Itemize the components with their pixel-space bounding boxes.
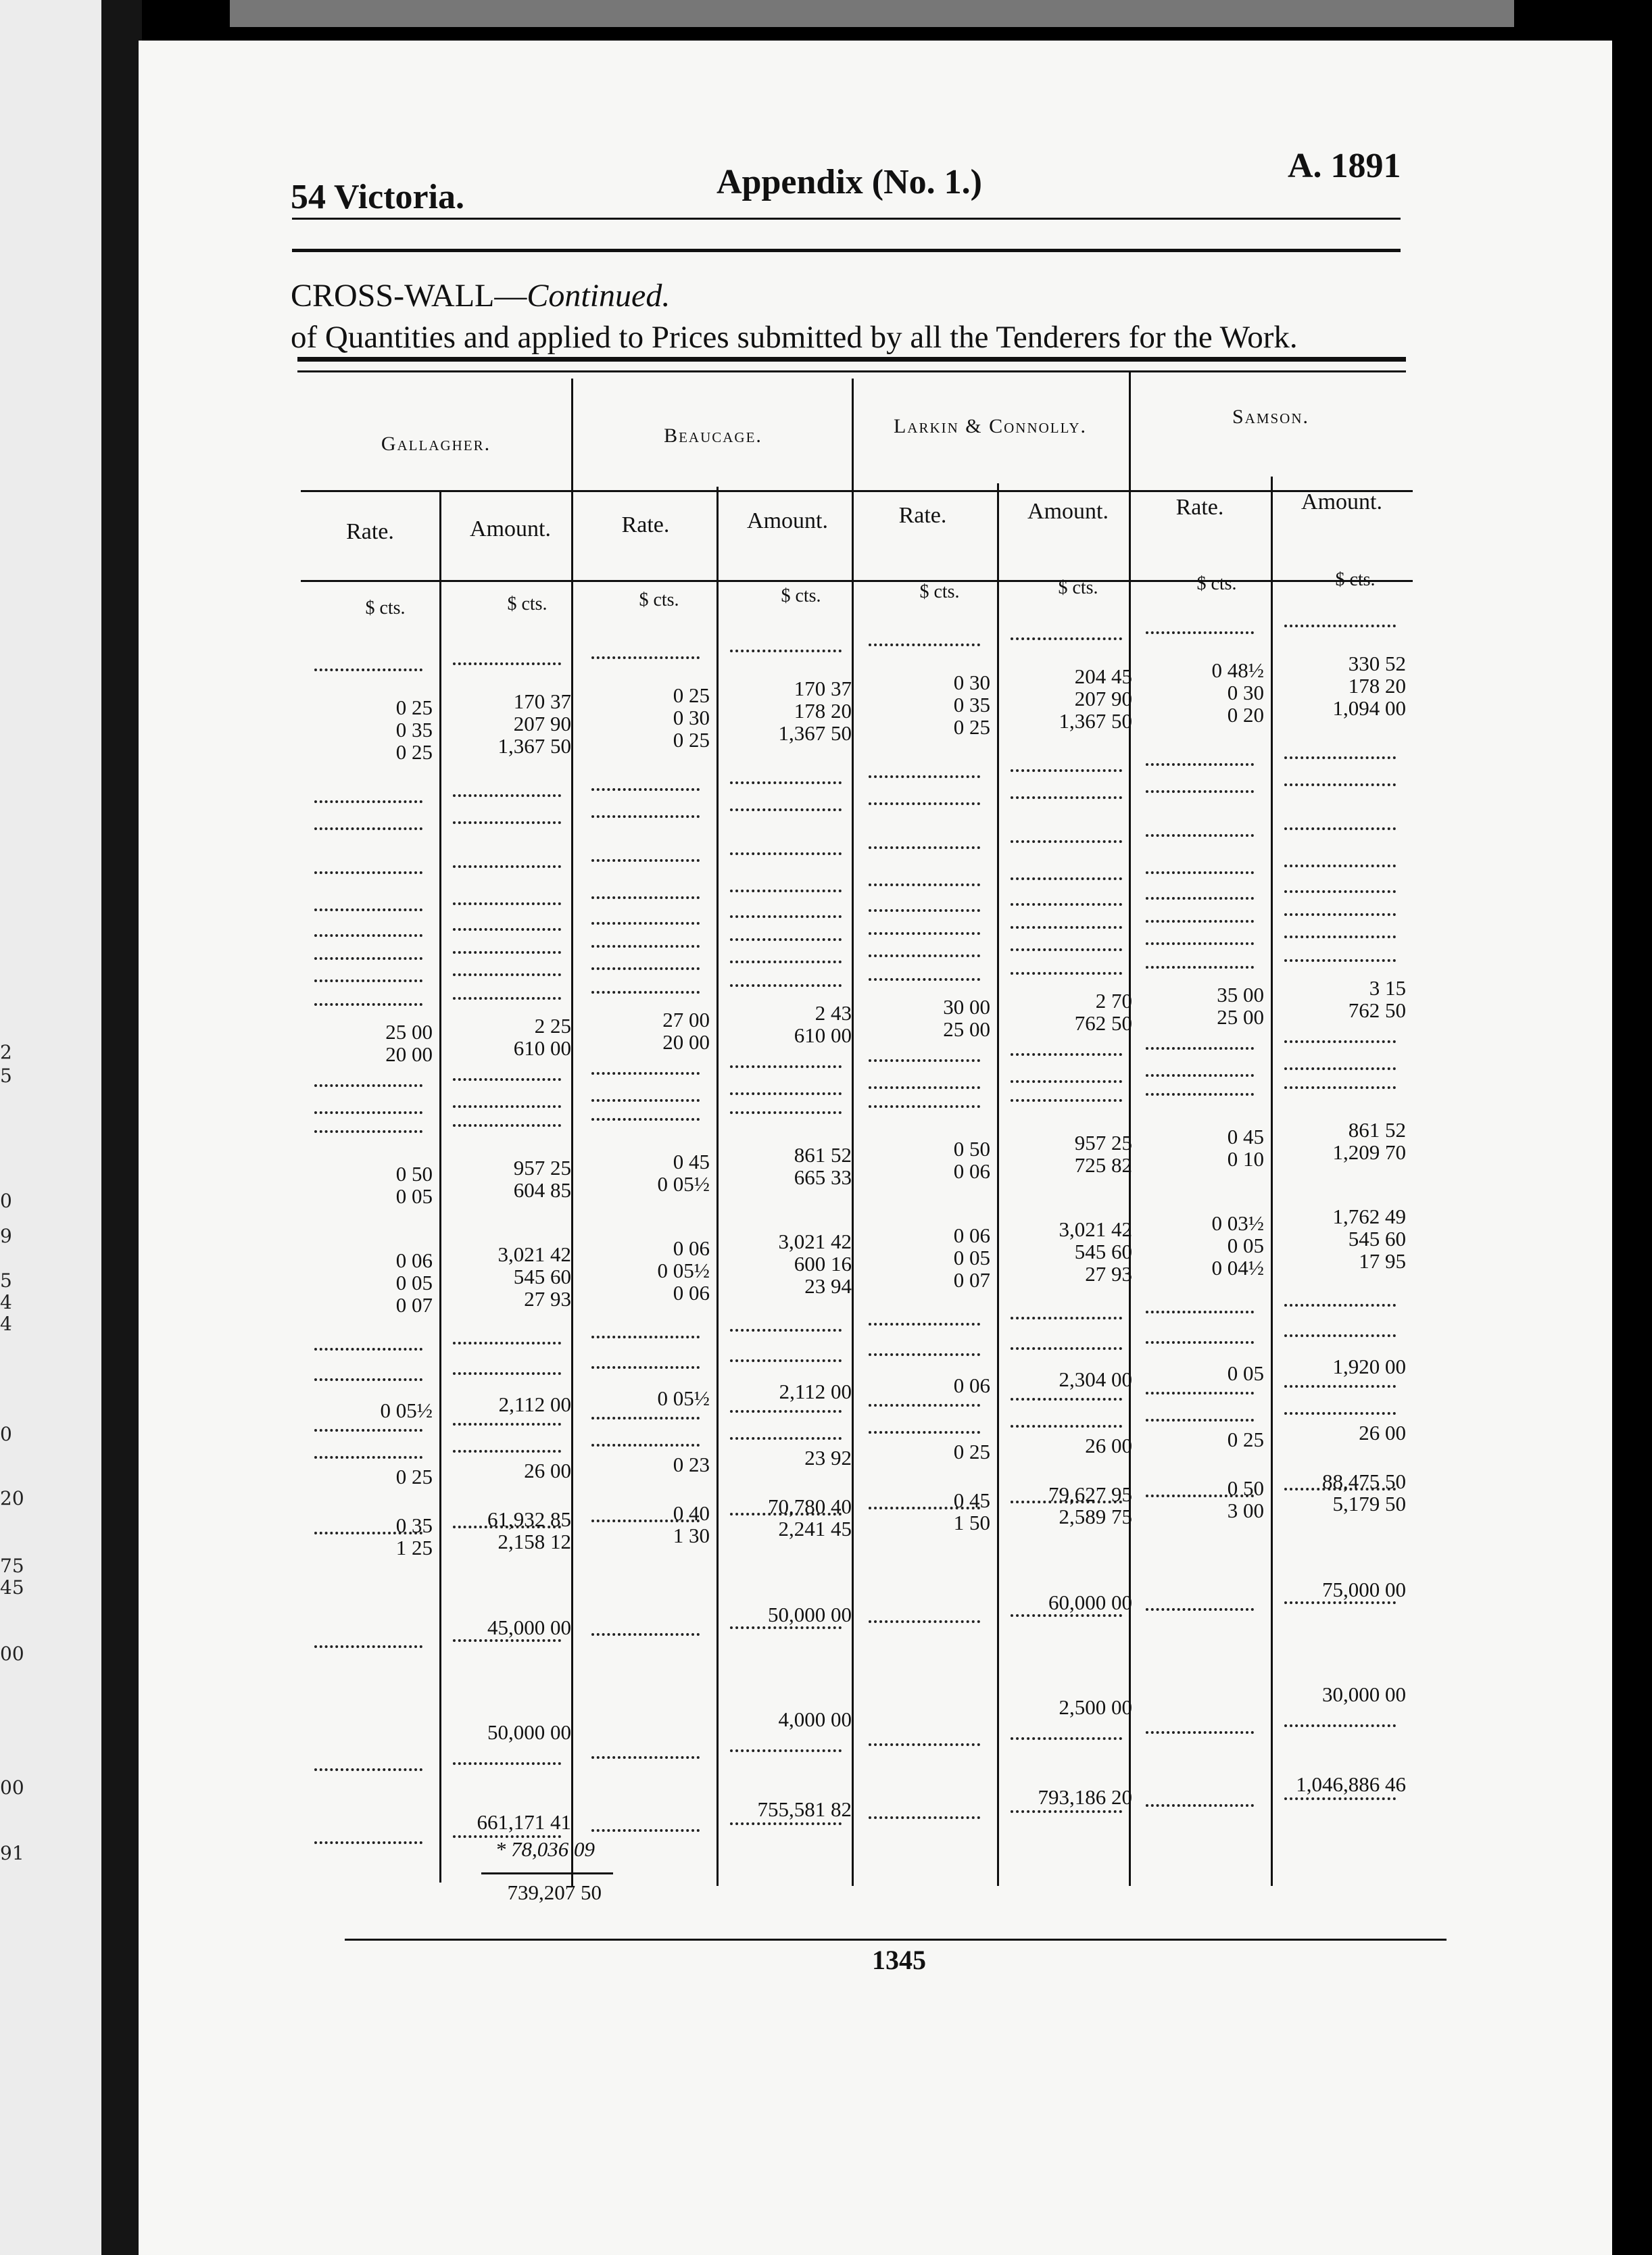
- table-cell: 0 40 1 30: [673, 1501, 710, 1547]
- dot-leader: [591, 1826, 700, 1832]
- table-cell: 755,581 82: [757, 1797, 852, 1822]
- dot-leader: [730, 1109, 842, 1114]
- dot-leader: [1011, 1344, 1122, 1350]
- dot-leader: [453, 1102, 561, 1108]
- dot-leader: [869, 1618, 980, 1623]
- dot-leader: [591, 1333, 700, 1338]
- dot-leader: [453, 948, 561, 954]
- dot-leader: [453, 994, 561, 1000]
- margin-fragment: 5: [0, 1269, 12, 1292]
- dot-leader: [314, 869, 422, 874]
- table-cell: 27 00 20 00: [662, 1007, 710, 1054]
- table-cell: 2,500 00: [1059, 1695, 1132, 1719]
- table-cell: 0 45 0 10: [1227, 1124, 1264, 1171]
- gallagher-total: 739,207 50: [507, 1881, 602, 1904]
- dot-leader: [1011, 946, 1122, 951]
- dot-leader: [1011, 1735, 1122, 1740]
- table-cell: 26 00: [1359, 1421, 1406, 1445]
- column-rule: [1271, 477, 1273, 1886]
- table-cell: 0 05½: [380, 1399, 433, 1422]
- page-edge: [1612, 0, 1652, 2255]
- unit-label: $ cts.: [507, 593, 548, 614]
- dot-leader: [591, 1414, 700, 1420]
- dot-leader: [1146, 1308, 1254, 1313]
- dot-leader: [1146, 1338, 1254, 1344]
- dot-leader: [453, 1447, 561, 1453]
- dot-leader: [730, 936, 842, 941]
- header-left: 54 Victoria.: [291, 178, 465, 216]
- table-cell: 50,000 00: [768, 1603, 852, 1627]
- table-cell: 0 45 1 50: [953, 1488, 990, 1535]
- unit-label: $ cts.: [1196, 573, 1237, 594]
- dot-leader: [1146, 787, 1254, 793]
- dot-leader: [730, 647, 842, 652]
- dot-leader: [1011, 1077, 1122, 1083]
- unit-label: $ cts.: [781, 585, 821, 606]
- dot-leader: [1146, 1389, 1254, 1395]
- dot-leader: [314, 931, 422, 937]
- book-gutter: [101, 0, 142, 2255]
- table-cell: 330 52 178 20 1,094 00: [1332, 652, 1406, 721]
- dot-leader: [1146, 894, 1254, 900]
- dot-leader: [730, 958, 842, 963]
- dot-leader: [591, 942, 700, 948]
- margin-fragment: 91: [0, 1842, 24, 1864]
- table-cell: 2 25 610 00: [513, 1013, 571, 1060]
- top-edge: [230, 0, 1514, 27]
- dot-leader: [591, 856, 700, 862]
- dot-leader: [1011, 635, 1122, 640]
- table-cell: 861 52 665 33: [794, 1143, 852, 1190]
- margin-fragment: 00: [0, 1643, 24, 1665]
- dot-leader: [314, 1426, 422, 1432]
- unit-label: $ cts.: [919, 581, 960, 602]
- table-cell: 0 25: [1227, 1427, 1264, 1451]
- table-cell: 70,780 40 2,241 45: [768, 1495, 852, 1541]
- table-cell: 3,021 42 600 16 23 94: [778, 1230, 852, 1299]
- table-cell: 170 37 178 20 1,367 50: [778, 677, 852, 746]
- margin-fragment: 4: [0, 1291, 12, 1313]
- dot-leader: [314, 1082, 422, 1087]
- column-header-amount: Amount.: [747, 508, 828, 533]
- header-rule: [301, 490, 1413, 492]
- dot-leader: [1146, 1090, 1254, 1096]
- dot-leader: [591, 1363, 700, 1369]
- dot-leader: [591, 654, 700, 659]
- dot-leader: [730, 779, 842, 784]
- table-cell: 79,627 95 2,589 75: [1048, 1482, 1132, 1528]
- table-cell: 50,000 00: [487, 1720, 571, 1744]
- dot-leader: [1146, 1044, 1254, 1050]
- dot-leader: [453, 1760, 561, 1765]
- dot-leader: [1284, 911, 1396, 916]
- table-cell: 3,021 42 545 60 27 93: [497, 1242, 571, 1311]
- table-cell: 45,000 00: [487, 1615, 571, 1639]
- dot-leader: [1284, 1722, 1396, 1727]
- dot-leader: [730, 981, 842, 987]
- header-right: A. 1891: [1288, 147, 1401, 185]
- margin-fragment: 5: [0, 1065, 12, 1087]
- table-cell: 170 37 207 90 1,367 50: [497, 689, 571, 758]
- dot-leader: [591, 1115, 700, 1121]
- header-rule: [292, 249, 1401, 252]
- dot-leader: [314, 1839, 422, 1844]
- table-cell: 0 05: [1227, 1361, 1264, 1385]
- dot-leader: [730, 806, 842, 811]
- dot-leader: [1284, 956, 1396, 962]
- dot-leader: [869, 906, 980, 912]
- dot-leader: [453, 1420, 561, 1426]
- dot-leader: [1146, 940, 1254, 945]
- dot-leader: [1146, 1728, 1254, 1734]
- table-cell: 0 50 0 05: [395, 1162, 433, 1208]
- dot-leader: [730, 850, 842, 855]
- dot-leader: [869, 929, 980, 935]
- table-cell: 1,920 00: [1332, 1355, 1406, 1379]
- table-cell: 0 06 0 05 0 07: [953, 1223, 990, 1292]
- margin-fragment: 2: [0, 1041, 12, 1063]
- dot-leader: [314, 1345, 422, 1351]
- table-cell: 3 15 762 50: [1348, 976, 1406, 1023]
- dot-leader: [453, 792, 561, 797]
- dot-leader: [453, 1075, 561, 1081]
- dot-leader: [869, 1741, 980, 1746]
- dot-leader: [1011, 794, 1122, 799]
- dot-leader: [1284, 1409, 1396, 1415]
- dot-leader: [1011, 838, 1122, 843]
- dot-leader: [1284, 1332, 1396, 1337]
- dot-leader: [1146, 869, 1254, 874]
- dot-leader: [1011, 969, 1122, 975]
- header-rule: [292, 218, 1401, 220]
- dot-leader: [1011, 900, 1122, 906]
- header-center: Appendix (No. 1.): [716, 163, 982, 201]
- dot-leader: [730, 1063, 842, 1068]
- dot-leader: [453, 819, 561, 824]
- dot-leader: [453, 1339, 561, 1344]
- table-cell: 0 25: [395, 1465, 433, 1488]
- column-rule: [997, 483, 999, 1886]
- dot-leader: [1011, 1314, 1122, 1319]
- dot-leader: [1284, 754, 1396, 759]
- dot-leader: [314, 798, 422, 803]
- dot-leader: [453, 900, 561, 905]
- dot-leader: [730, 1407, 842, 1413]
- dot-leader: [1146, 629, 1254, 634]
- dot-leader: [869, 1320, 980, 1326]
- column-header-rate: Rate.: [346, 519, 394, 544]
- table-cell: 0 30 0 35 0 25: [953, 671, 990, 739]
- dot-leader: [1146, 1801, 1254, 1807]
- dot-leader: [869, 1057, 980, 1062]
- margin-fragment: 4: [0, 1313, 12, 1335]
- dot-leader: [314, 1643, 422, 1648]
- dot-leader: [1284, 781, 1396, 786]
- dot-leader: [869, 1102, 980, 1108]
- dot-leader: [730, 887, 842, 892]
- dot-leader: [1146, 917, 1254, 923]
- table-cell: 30,000 00: [1322, 1682, 1406, 1707]
- dot-leader: [1284, 1038, 1396, 1043]
- dot-leader: [314, 977, 422, 982]
- table-cell: 861 52 1,209 70: [1332, 1118, 1406, 1165]
- dot-leader: [314, 1766, 422, 1771]
- column-header-amount: Amount.: [470, 516, 551, 541]
- table-cell: 2,112 00: [498, 1392, 571, 1416]
- unit-label: $ cts.: [639, 589, 679, 610]
- margin-fragment: 0: [0, 1190, 12, 1212]
- facing-page: [0, 0, 115, 2255]
- dot-leader: [1146, 1605, 1254, 1611]
- dot-leader: [869, 952, 980, 957]
- column-header-amount: Amount.: [1301, 489, 1382, 514]
- table-cell: 0 50 0 06: [953, 1137, 990, 1184]
- margin-fragment: 9: [0, 1225, 12, 1247]
- page-number: 1345: [872, 1945, 926, 1975]
- margin-fragment: 20: [0, 1487, 24, 1509]
- dot-leader: [869, 1351, 980, 1356]
- dot-leader: [314, 825, 422, 830]
- dot-leader: [314, 1376, 422, 1381]
- dot-leader: [1284, 825, 1396, 830]
- title-rule: [297, 370, 1406, 372]
- table-cell: 88,475 50 5,179 50: [1322, 1470, 1406, 1516]
- table-cell: 0 23: [673, 1452, 710, 1476]
- column-header-rate: Rate.: [898, 503, 947, 528]
- margin-fragment: 75: [0, 1555, 24, 1577]
- column-header-rate: Rate.: [1175, 495, 1224, 520]
- dot-leader: [1146, 963, 1254, 969]
- dot-leader: [1011, 875, 1122, 880]
- gallagher-adjustment: * 78,036 09: [495, 1837, 595, 1861]
- tenderer-name: Beaucage.: [664, 425, 762, 447]
- dot-leader: [1011, 1395, 1122, 1401]
- dot-leader: [591, 1753, 700, 1759]
- dot-leader: [314, 1109, 422, 1114]
- unit-label: $ cts.: [1058, 577, 1098, 598]
- margin-fragment: 0: [0, 1423, 12, 1445]
- table-cell: 60,000 00: [1048, 1590, 1132, 1614]
- table-cell: 0 50 3 00: [1227, 1476, 1264, 1522]
- table-cell: 26 00: [1085, 1433, 1132, 1457]
- dot-leader: [453, 660, 561, 665]
- table-cell: 661,171 41: [477, 1810, 571, 1834]
- dot-leader: [1284, 888, 1396, 893]
- dot-leader: [314, 1000, 422, 1006]
- dot-leader: [730, 1326, 842, 1332]
- dot-leader: [591, 1630, 700, 1636]
- table-cell: 61,932 85 2,158 12: [487, 1507, 571, 1553]
- dot-leader: [869, 800, 980, 805]
- column-rule: [1129, 372, 1131, 1886]
- table-cell: 35 00 25 00: [1217, 982, 1264, 1029]
- column-rule: [716, 487, 719, 1886]
- dot-leader: [1146, 1416, 1254, 1422]
- dot-leader: [869, 975, 980, 981]
- dot-leader: [730, 1434, 842, 1440]
- dot-leader: [730, 1090, 842, 1095]
- dot-leader: [591, 988, 700, 994]
- column-header-amount: Amount.: [1027, 499, 1109, 524]
- dot-leader: [591, 965, 700, 970]
- table-cell: 23 92: [804, 1446, 852, 1470]
- table-cell: 2,112 00: [779, 1380, 852, 1404]
- table-bottom-rule: [345, 1939, 1447, 1941]
- unit-label: $ cts.: [365, 598, 406, 619]
- dot-leader: [1011, 1050, 1122, 1056]
- table-cell: 3,021 42 545 60 27 93: [1059, 1217, 1132, 1286]
- dot-leader: [1284, 622, 1396, 627]
- dot-leader: [1284, 1301, 1396, 1307]
- dot-leader: [1284, 1065, 1396, 1070]
- dot-leader: [1284, 1084, 1396, 1089]
- dot-leader: [453, 925, 561, 931]
- dot-leader: [869, 844, 980, 849]
- dot-leader: [869, 1814, 980, 1819]
- table-cell: 2 43 610 00: [794, 1001, 852, 1048]
- table-cell: 793,186 20: [1038, 1785, 1132, 1809]
- tenderer-name: Larkin & Connolly.: [893, 415, 1088, 437]
- dot-leader: [1011, 767, 1122, 772]
- dot-leader: [1284, 1382, 1396, 1388]
- tenderer-name: Gallagher.: [381, 433, 491, 455]
- dot-leader: [453, 1121, 561, 1127]
- dot-leader: [869, 1428, 980, 1434]
- dot-leader: [1011, 923, 1122, 929]
- dot-leader: [591, 1441, 700, 1447]
- dot-leader: [1146, 760, 1254, 766]
- dot-leader: [869, 641, 980, 646]
- table-cell: 0 25: [953, 1440, 990, 1464]
- dot-leader: [1146, 1071, 1254, 1077]
- dot-leader: [314, 666, 422, 671]
- table-cell: 0 35 1 25: [395, 1513, 433, 1559]
- dot-leader: [591, 919, 700, 925]
- total-rule: [481, 1872, 613, 1874]
- table-cell: 2,304 00: [1059, 1367, 1132, 1391]
- unit-label: $ cts.: [1335, 569, 1376, 590]
- dot-leader: [591, 1096, 700, 1102]
- table-cell: 0 25 0 30 0 25: [673, 683, 710, 752]
- dot-leader: [730, 1357, 842, 1362]
- table-cell: 0 48½ 0 30 0 20: [1211, 658, 1264, 727]
- table-cell: 1,046,886 46: [1296, 1772, 1406, 1797]
- table-cell: 25 00 20 00: [385, 1020, 433, 1066]
- dot-leader: [314, 1453, 422, 1459]
- table-cell: 75,000 00: [1322, 1578, 1406, 1602]
- margin-fragment: 00: [0, 1776, 24, 1799]
- dot-leader: [453, 1369, 561, 1375]
- table-cell: 204 45 207 90 1,367 50: [1059, 664, 1132, 733]
- column-rule: [852, 379, 854, 1886]
- table-cell: 26 00: [524, 1458, 571, 1482]
- dot-leader: [453, 971, 561, 976]
- column-rule: [439, 490, 441, 1883]
- dot-leader: [591, 894, 700, 899]
- section-subtitle: of Quantities and applied to Prices submitted by all the Tenderers for the Work.: [291, 320, 1298, 355]
- dot-leader: [1011, 1096, 1122, 1102]
- table-cell: 0 25 0 35 0 25: [395, 696, 433, 764]
- section-title-continued: Continued.: [527, 278, 671, 314]
- dot-leader: [869, 773, 980, 778]
- section-title-main: CROSS-WALL—: [291, 278, 527, 314]
- table-cell: 957 25 725 82: [1074, 1130, 1132, 1177]
- table-cell: 0 06: [953, 1374, 990, 1398]
- dot-leader: [591, 1069, 700, 1075]
- dot-leader: [1146, 831, 1254, 837]
- title-rule: [297, 357, 1406, 362]
- dot-leader: [314, 906, 422, 911]
- table-cell: 2 70 762 50: [1074, 988, 1132, 1035]
- margin-fragment: 45: [0, 1576, 24, 1599]
- section-title: [291, 277, 670, 314]
- dot-leader: [869, 881, 980, 886]
- dot-leader: [1011, 1422, 1122, 1428]
- dot-leader: [869, 1084, 980, 1089]
- table-cell: 957 25 604 85: [513, 1155, 571, 1202]
- dot-leader: [869, 1401, 980, 1407]
- dot-leader: [314, 1128, 422, 1133]
- dot-leader: [453, 863, 561, 868]
- column-header-rate: Rate.: [621, 512, 670, 537]
- table-cell: 0 45 0 05½: [657, 1149, 710, 1196]
- table-cell: 0 03½ 0 05 0 04½: [1211, 1211, 1264, 1280]
- dot-leader: [730, 1747, 842, 1752]
- dot-leader: [314, 954, 422, 960]
- table-cell: 1,762 49 545 60 17 95: [1332, 1205, 1406, 1274]
- table-cell: 4,000 00: [778, 1707, 852, 1732]
- dot-leader: [591, 813, 700, 818]
- dot-leader: [1284, 933, 1396, 938]
- table-cell: 0 05½: [657, 1386, 710, 1410]
- dot-leader: [730, 913, 842, 918]
- table-cell: 0 06 0 05 0 07: [395, 1248, 433, 1317]
- table-cell: 30 00 25 00: [943, 995, 990, 1042]
- dot-leader: [591, 785, 700, 791]
- dot-leader: [1284, 862, 1396, 867]
- tenderer-name: Samson.: [1232, 406, 1310, 428]
- table-cell: 0 06 0 05½ 0 06: [657, 1236, 710, 1305]
